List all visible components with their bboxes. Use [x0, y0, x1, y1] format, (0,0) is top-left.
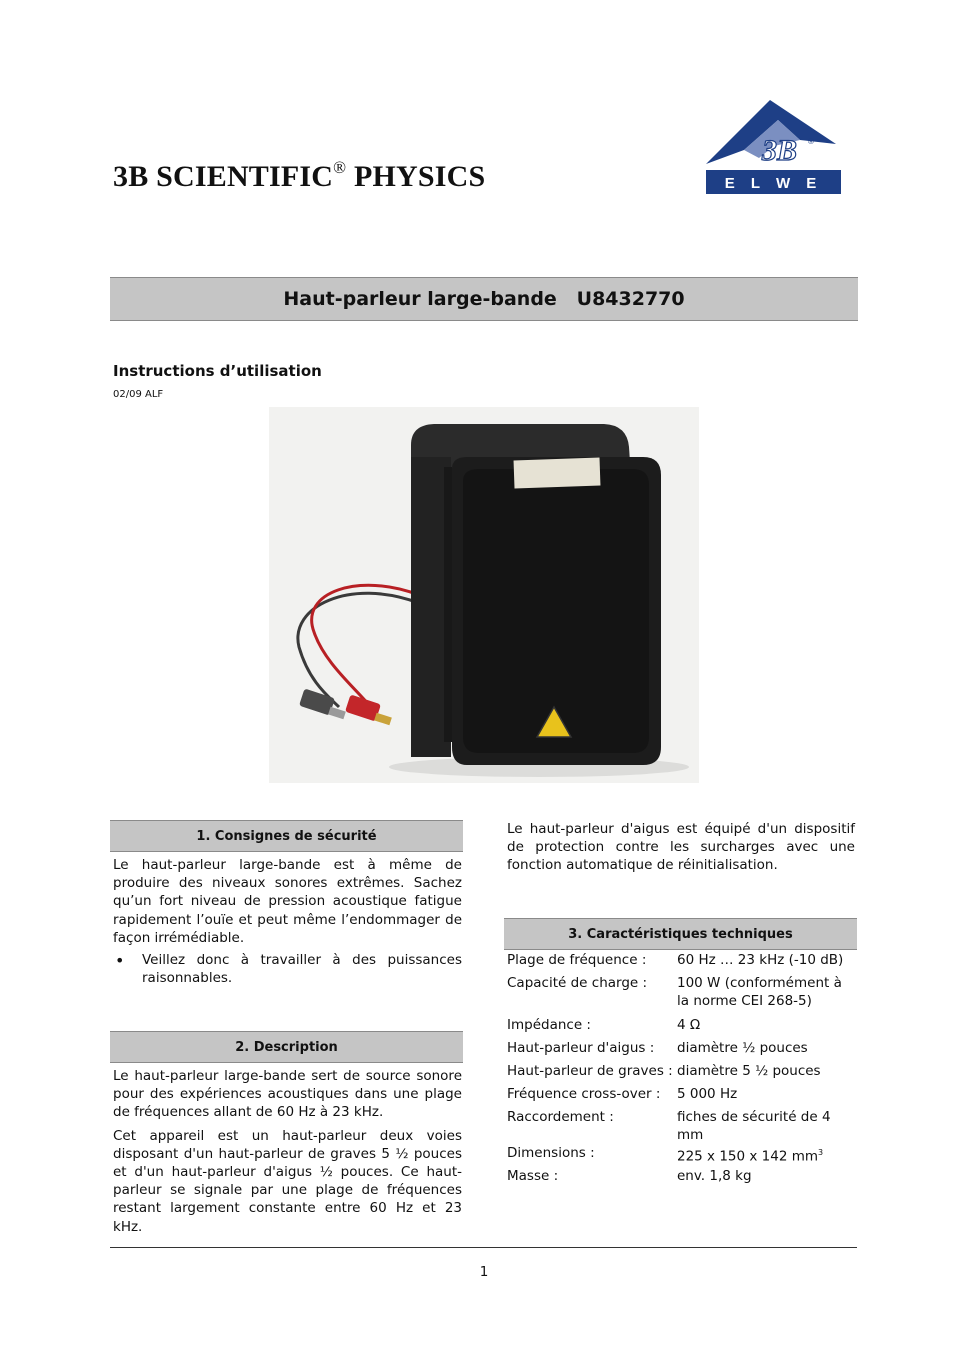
spec-row: [507, 1167, 857, 1190]
spec-value-cell: [677, 1144, 857, 1167]
spec-label: Raccordement :: [507, 1109, 614, 1125]
bullet-icon: •: [115, 951, 125, 971]
description-section-title: 2. Description: [235, 1039, 338, 1055]
spec-label: Fréquence cross-over :: [507, 1086, 661, 1102]
page-number: 1: [479, 1264, 489, 1280]
logo-wordmark: E L W E: [724, 175, 823, 192]
specs-section-header: [504, 918, 857, 950]
brand-suffix: PHYSICS: [346, 160, 486, 193]
brand-name: 3B SCIENTIFIC: [113, 160, 334, 193]
safety-bullet-text: Veillez donc à travailler à des puissances raisonnables.: [142, 952, 462, 987]
spec-row: [507, 1016, 857, 1039]
safety-bullet: [113, 951, 462, 987]
footer-rule: [110, 1247, 857, 1248]
spec-row: [507, 974, 857, 1016]
description-paragraph-1: Le haut-parleur large-bande sert de source sonore pour des expériences acoustiques dans une plage de fréquences allant de 60 Hz à 23 kHz.: [113, 1068, 462, 1121]
instructions-date: 02/09 ALF: [113, 389, 164, 400]
spec-value-superscript: 3: [818, 1148, 824, 1158]
safety-paragraph: Le haut-parleur large-bande est à même de produire des niveaux sonores extrêmes. Sachez qu’un fort niveau de pression acoustique fatigue rapidement l’ouïe et peut même l’endommager de façon irrémédiable.: [113, 857, 462, 946]
logo-registered: ®: [808, 137, 814, 146]
spec-value: diamètre 5 ½ pouces: [677, 1063, 821, 1079]
spec-label: Masse :: [507, 1168, 559, 1185]
spec-label: Dimensions :: [507, 1145, 595, 1162]
left-column: [113, 820, 462, 987]
spec-label: Haut-parleur de graves :: [507, 1063, 673, 1079]
specs-table: [507, 951, 857, 1190]
logo-mark: 3B: [762, 134, 798, 167]
description-section: [110, 1031, 463, 1236]
spec-value: 5 000 Hz: [677, 1086, 738, 1102]
brand-title: [113, 158, 485, 194]
protection-paragraph: Le haut-parleur d'aigus est équipé d'un dispositif de protection contre les surcharges avec une fonction automatique de réinitialisation.: [507, 821, 855, 874]
spec-row: [507, 1085, 857, 1108]
spec-value: diamètre ½ pouces: [677, 1040, 808, 1056]
spec-label: Capacité de charge :: [507, 975, 648, 991]
registered-mark: ®: [333, 158, 347, 177]
instructions-heading: Instructions d’utilisation: [113, 362, 322, 380]
description-paragraph-2: Cet appareil est un haut-parleur deux voies disposant d'un haut-parleur de graves 5 ½ pouces et d'un haut-parleur d'aigus ½ pouces. Ce haut-parleur se signale par une plage de fréquences restant largement constante entre 60 Hz et 23 kHz.: [113, 1127, 462, 1235]
product-title: Haut-parleur large-bande U8432770: [283, 288, 685, 310]
product-title-bar: [110, 277, 858, 321]
spec-value: fiches de sécurité de 4 mm: [677, 1109, 831, 1144]
spec-value: 60 Hz … 23 kHz (-10 dB): [677, 952, 844, 968]
spec-row: [507, 1144, 857, 1167]
specs-section-title: 3. Caractéristiques techniques: [568, 926, 793, 942]
spec-value: 4 Ω: [677, 1017, 701, 1033]
spec-value: env. 1,8 kg: [677, 1168, 752, 1185]
safety-section-header: [110, 820, 463, 852]
speaker-photo: [269, 407, 699, 783]
spec-row: [507, 1108, 857, 1144]
safety-section-title: 1. Consignes de sécurité: [196, 828, 377, 844]
spec-value: 225 x 150 x 142 mm: [677, 1148, 819, 1165]
spec-row: [507, 951, 857, 974]
spec-label: Haut-parleur d'aigus :: [507, 1040, 655, 1056]
spec-value: 100 W (conformément à la norme CEI 268-5): [677, 975, 842, 1010]
description-section-header: [110, 1031, 463, 1063]
spec-label: Impédance :: [507, 1017, 591, 1033]
3b-elwe-logo: [704, 100, 842, 196]
spec-row: [507, 1039, 857, 1062]
spec-row: [507, 1062, 857, 1085]
spec-label: Plage de fréquence :: [507, 952, 647, 968]
